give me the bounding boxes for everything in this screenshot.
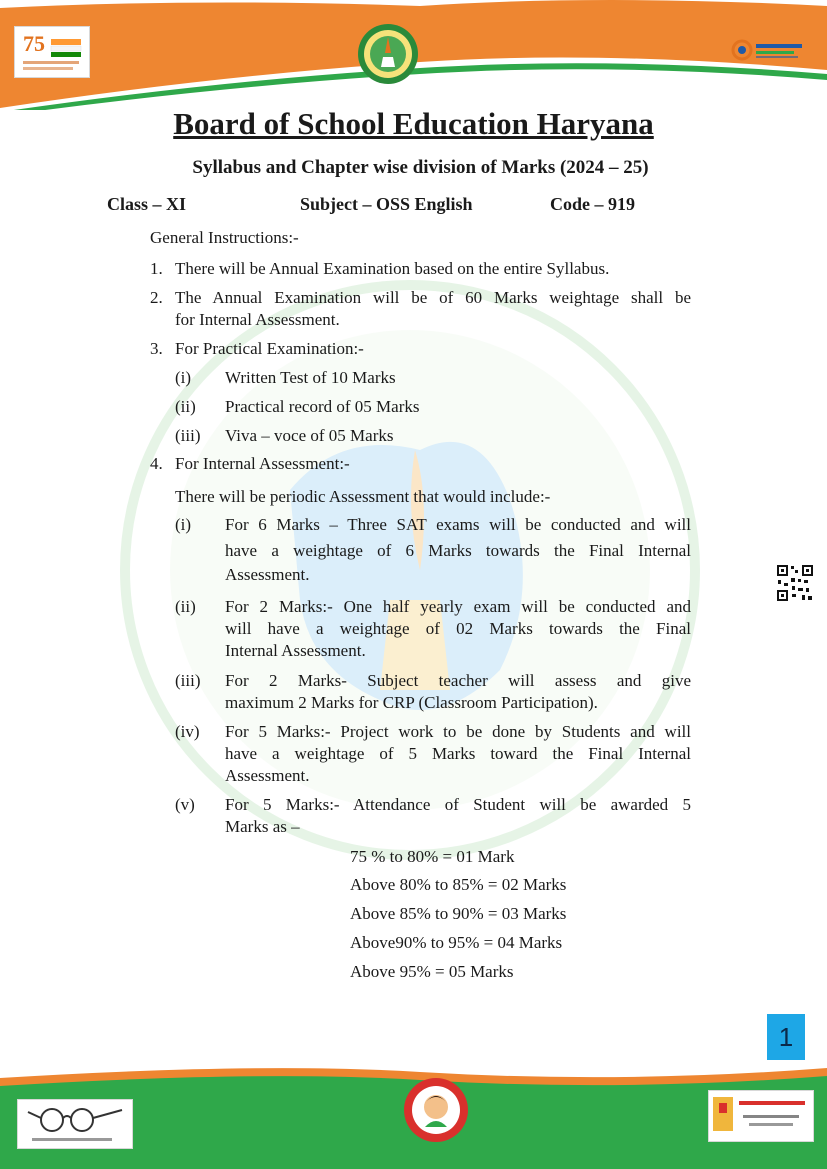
- assessment-line: Assessment.: [225, 565, 310, 584]
- sub-item-number: (v): [175, 795, 195, 814]
- instruction-item: For Practical Examination:-: [175, 339, 364, 358]
- beti-bachao-logo: [403, 1077, 469, 1143]
- svg-text:75: 75: [23, 31, 45, 56]
- assessment-line: For 2 Marks:- One half yearly exam will be conducted and: [225, 597, 691, 616]
- attendance-slab: Above 95% = 05 Marks: [350, 962, 514, 981]
- instruction-item: There will be Annual Examination based on the entire Syllabus.: [175, 259, 610, 278]
- assessment-line: Internal Assessment.: [225, 641, 366, 660]
- shiksha-ka-adhikar-logo: [708, 1090, 814, 1142]
- practical-item: Practical record of 05 Marks: [225, 397, 420, 416]
- assessment-line: maximum 2 Marks for CRP (Classroom Participation).: [225, 693, 598, 712]
- code-label: Code – 919: [550, 194, 635, 214]
- sub-item-number: (iii): [175, 426, 201, 445]
- practical-item: Viva – voce of 05 Marks: [225, 426, 394, 445]
- assessment-line: have a weightage of 6 Marks towards the Final Internal: [225, 541, 691, 560]
- sub-item-number: (iv): [175, 722, 200, 741]
- instruction-item-line: The Annual Examination will be of 60 Marks weightage shall be: [175, 288, 691, 307]
- digital-india-logo: [728, 34, 812, 68]
- attendance-slab: Above 80% to 85% = 02 Marks: [350, 875, 567, 894]
- assessment-line: For 5 Marks:- Attendance of Student will be awarded 5: [225, 795, 691, 814]
- swachh-bharat-logo: [17, 1099, 133, 1149]
- assessment-line: For 6 Marks – Three SAT exams will be conducted and will: [225, 515, 691, 534]
- item-number: 4.: [150, 454, 163, 473]
- item-number: 2.: [150, 288, 163, 307]
- assessment-intro: There will be periodic Assessment that would include:-: [175, 487, 551, 506]
- instruction-item: For Internal Assessment:-: [175, 454, 350, 473]
- watermark-seal: [120, 270, 700, 870]
- class-label: Class – XI: [107, 194, 187, 214]
- board-title: Board of School Education Haryana: [173, 106, 654, 141]
- attendance-slab: Above 85% to 90% = 03 Marks: [350, 904, 567, 923]
- syllabus-subtitle: Syllabus and Chapter wise division of Marks (2024 – 25): [192, 157, 649, 178]
- sub-item-number: (ii): [175, 597, 196, 616]
- assessment-line: Assessment.: [225, 766, 310, 785]
- qr-code[interactable]: [776, 564, 814, 602]
- sub-item-number: (ii): [175, 397, 196, 416]
- page-number-badge: 1: [767, 1014, 805, 1060]
- attendance-slab: 75 % to 80% = 01 Mark: [350, 847, 515, 866]
- item-number: 1.: [150, 259, 163, 278]
- instructions-heading: General Instructions:-: [150, 228, 299, 247]
- attendance-slab: Above90% to 95% = 04 Marks: [350, 933, 563, 952]
- assessment-line: have a weightage of 5 Marks toward the Final Internal: [225, 744, 691, 763]
- subject-label: Subject – OSS English: [300, 194, 473, 214]
- sub-item-number: (iii): [175, 671, 201, 690]
- assessment-line: will have a weightage of 02 Marks towards the Final: [225, 619, 691, 638]
- sub-item-number: (i): [175, 515, 192, 534]
- assessment-line: Marks as –: [225, 817, 300, 836]
- instruction-item-line: for Internal Assessment.: [175, 310, 340, 329]
- assessment-line: For 5 Marks:- Project work to be done by Students and will: [225, 722, 691, 741]
- assessment-line: For 2 Marks- Subject teacher will assess and give: [225, 671, 691, 690]
- sub-item-number: (i): [175, 368, 192, 387]
- item-number: 3.: [150, 339, 163, 358]
- azadi-amrit-mahotsav-logo: [14, 26, 90, 78]
- bseh-seal: [357, 23, 419, 85]
- practical-item: Written Test of 10 Marks: [225, 368, 396, 387]
